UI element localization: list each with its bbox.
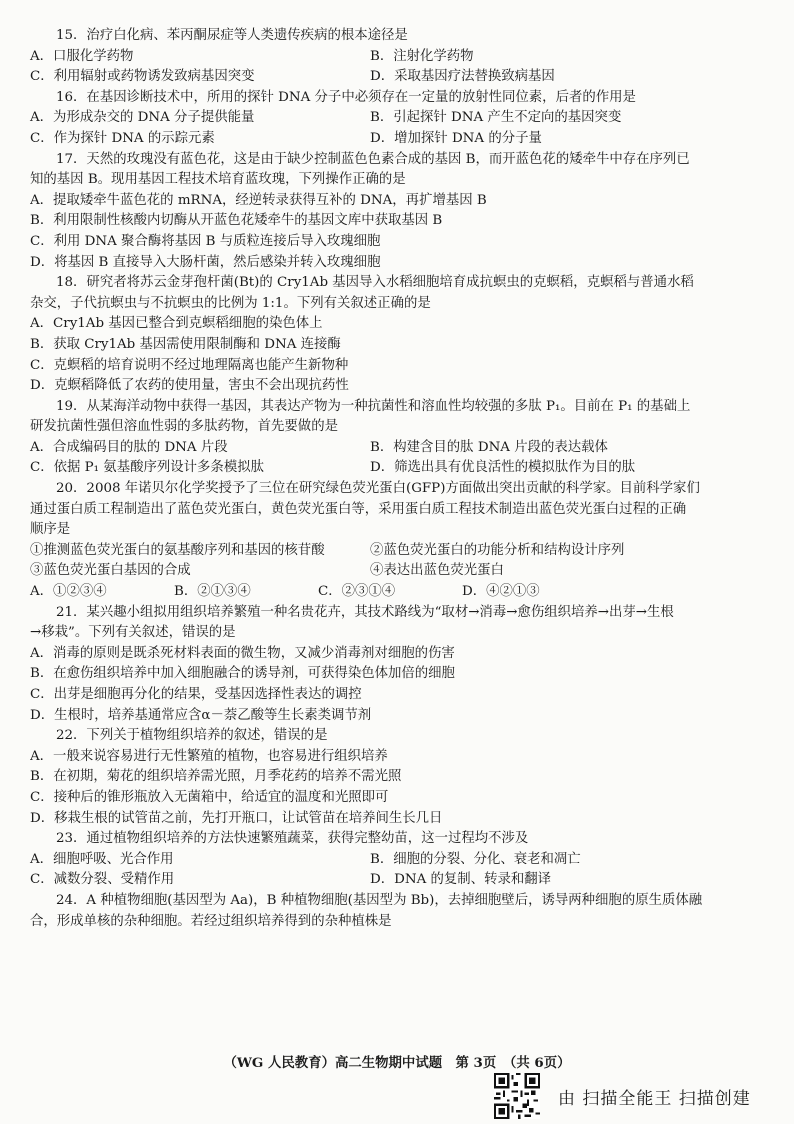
answer-option: A．口服化学药物 xyxy=(30,48,134,64)
question-stem: 杂交，子代抗螟虫与不抗螟虫的比例为 1:1。下列有关叙述正确的是 xyxy=(30,295,431,311)
question-22 xyxy=(30,726,770,829)
question-stem: 22．下列关于植物组织培养的叙述，错误的是 xyxy=(56,728,328,744)
answer-option: D．增加探针 DNA 的分子量 xyxy=(370,130,542,146)
question-stem: 研发抗菌性强但溶血性弱的多肽药物，首先要做的是 xyxy=(30,419,338,435)
answer-option: D．采取基因疗法替换致病基因 xyxy=(370,69,555,85)
question-21 xyxy=(30,603,770,727)
answer-option: C．接种后的锥形瓶放入无菌箱中，给适宜的温度和光照即可 xyxy=(30,789,389,805)
option-row xyxy=(30,561,770,582)
option-row xyxy=(30,67,770,88)
question-stem: 顺序是 xyxy=(30,522,71,538)
question-24 xyxy=(30,891,770,932)
option-row xyxy=(30,582,770,603)
answer-option: C．减数分裂、受精作用 xyxy=(30,872,175,888)
question-16 xyxy=(30,88,770,150)
option-row xyxy=(30,870,770,891)
option-row xyxy=(30,541,770,562)
sequence-item: ④表达出蓝色荧光蛋白 xyxy=(370,563,504,579)
answer-option: C．克螟稻的培育说明不经过地理隔离也能产生新物种 xyxy=(30,357,349,373)
option-row xyxy=(30,47,770,68)
answer-option: B．引起探针 DNA 产生不定向的基因突变 xyxy=(370,110,622,126)
answer-option: B．②①③④ xyxy=(174,584,251,600)
scanner-watermark xyxy=(494,1072,784,1120)
option-row xyxy=(30,458,770,479)
exam-page xyxy=(30,26,770,932)
answer-option: A．为形成杂交的 DNA 分子提供能量 xyxy=(30,110,255,126)
answer-option: C．依据 P₁ 氨基酸序列设计多条模拟肽 xyxy=(30,460,264,476)
answer-option: D．筛选出具有优良活性的模拟肽作为目的肽 xyxy=(370,460,636,476)
question-stem: 17．天然的玫瑰没有蓝色花，这是由于缺少控制蓝色色素合成的基因 B，而开蓝色花的矮牵牛中存在序列已 xyxy=(56,151,690,167)
qr-code-icon xyxy=(494,1073,540,1119)
question-17 xyxy=(30,150,770,274)
answer-option: A．Cry1Ab 基因已整合到克螟稻细胞的染色体上 xyxy=(30,316,323,332)
answer-option: C．利用辐射或药物诱发致病基因突变 xyxy=(30,69,255,85)
scanner-text: 由 扫描全能王 扫描创建 xyxy=(558,1088,751,1109)
answer-option: B．在愈伤组织培养中加入细胞融合的诱导剂，可获得染色体加倍的细胞 xyxy=(30,666,455,682)
option-row xyxy=(30,438,770,459)
answer-option: D．克螟稻降低了农药的使用量，害虫不会出现抗药性 xyxy=(30,378,349,394)
question-stem: 通过蛋白质工程制造出了蓝色荧光蛋白，黄色荧光蛋白等，采用蛋白质工程技术制造出蓝色荧光蛋白过程的正确 xyxy=(30,501,687,517)
question-15 xyxy=(30,26,770,88)
question-20 xyxy=(30,479,770,603)
answer-option: B．构建含目的肽 DNA 片段的表达载体 xyxy=(370,439,608,455)
option-row xyxy=(30,129,770,150)
question-stem: 23．通过植物组织培养的方法快速繁殖蔬菜，获得完整幼苗，这一过程均不涉及 xyxy=(56,831,529,847)
question-stem: 21．某兴趣小组拟用组织培养繁殖一种名贵花卉，其技术路线为“取材→消毒→愈伤组织培养→出芽→生根 xyxy=(56,604,674,620)
question-stem: 知的基因 B。现用基因工程技术培育蓝玫瑰，下列操作正确的是 xyxy=(30,172,406,188)
answer-option: B．注射化学药物 xyxy=(370,48,474,64)
option-row xyxy=(30,108,770,129)
sequence-item: ③蓝色荧光蛋白基因的合成 xyxy=(30,563,191,579)
answer-option: D．将基因 B 直接导入大肠杆菌，然后感染并转入玫瑰细胞 xyxy=(30,254,381,270)
answer-option: A．①②③④ xyxy=(30,584,107,600)
answer-option: D．④②①③ xyxy=(462,584,540,600)
answer-option: D．DNA 的复制、转录和翻译 xyxy=(370,872,552,888)
answer-option: A．消毒的原则是既杀死材料表面的微生物，又减少消毒剂对细胞的伤害 xyxy=(30,645,455,661)
answer-option: C．②③①④ xyxy=(318,584,396,600)
question-18 xyxy=(30,273,770,397)
answer-option: B．细胞的分裂、分化、衰老和凋亡 xyxy=(370,851,581,867)
question-stem: 20．2008 年诺贝尔化学奖授予了三位在研究绿色荧光蛋白(GFP)方面做出突出贡献的科学家。目前科学家们 xyxy=(56,481,700,497)
page-footer: （WG 人民教育）高二生物期中试题 第 3页 （共 6页） xyxy=(223,1055,571,1071)
answer-option: B．利用限制性核酸内切酶从开蓝色花矮牵牛的基因文库中获取基因 B xyxy=(30,213,443,229)
answer-option: A．细胞呼吸、光合作用 xyxy=(30,851,174,867)
answer-option: C．出芽是细胞再分化的结果，受基因选择性表达的调控 xyxy=(30,687,362,702)
answer-option: C．利用 DNA 聚合酶将基因 B 与质粒连接后导入玫瑰细胞 xyxy=(30,233,381,249)
question-stem: 18．研究者将苏云金芽孢杆菌(Bt)的 Cry1Ab 基因导入水稻细胞培育成抗螟虫的克螟稻，克螟稻与普通水稻 xyxy=(56,275,694,291)
answer-option: A．提取矮牵牛蓝色花的 mRNA，经逆转录获得互补的 DNA，再扩增基因 B xyxy=(30,192,487,208)
answer-option: C．作为探针 DNA 的示踪元素 xyxy=(30,130,215,146)
answer-option: A．一般来说容易进行无性繁殖的植物，也容易进行组织培养 xyxy=(30,748,388,764)
question-stem: 15．治疗白化病、苯丙酮尿症等人类遗传疾病的根本途径是 xyxy=(56,28,408,43)
question-stem: 19．从某海洋动物中获得一基因，其表达产物为一种抗菌性和溶血性均较强的多肽 P₁。目前在 P₁ 的基础上 xyxy=(56,398,691,414)
sequence-item: ②蓝色荧光蛋白的功能分析和结构设计序列 xyxy=(370,542,625,558)
question-23 xyxy=(30,829,770,891)
question-stem: 24．A 种植物细胞(基因型为 Aa)，B 种植物细胞(基因型为 Bb)，去掉细胞壁后，诱导两种细胞的原生质体融 xyxy=(56,892,703,908)
sequence-item: ①推测蓝色荧光蛋白的氨基酸序列和基因的核苷酸 xyxy=(30,542,325,558)
answer-option: D．生根时，培养基通常应含α－萘乙酸等生长素类调节剂 xyxy=(30,707,372,723)
answer-option: B．在初期，菊花的组织培养需光照，月季花药的培养不需光照 xyxy=(30,769,402,785)
question-stem: →移栽”。下列有关叙述，错误的是 xyxy=(30,625,236,641)
question-19 xyxy=(30,397,770,479)
answer-option: B．获取 Cry1Ab 基因需使用限制酶和 DNA 连接酶 xyxy=(30,336,341,352)
question-stem: 合，形成单核的杂种细胞。若经过组织培养得到的杂种植株是 xyxy=(30,913,392,929)
answer-option: A．合成编码目的肽的 DNA 片段 xyxy=(30,439,228,455)
option-row xyxy=(30,850,770,871)
question-stem: 16．在基因诊断技术中，所用的探针 DNA 分子中必须存在一定量的放射性同位素，后者的作用是 xyxy=(56,89,636,105)
answer-option: D．移栽生根的试管苗之前，先打开瓶口，让试管苗在培养间生长几日 xyxy=(30,810,443,826)
